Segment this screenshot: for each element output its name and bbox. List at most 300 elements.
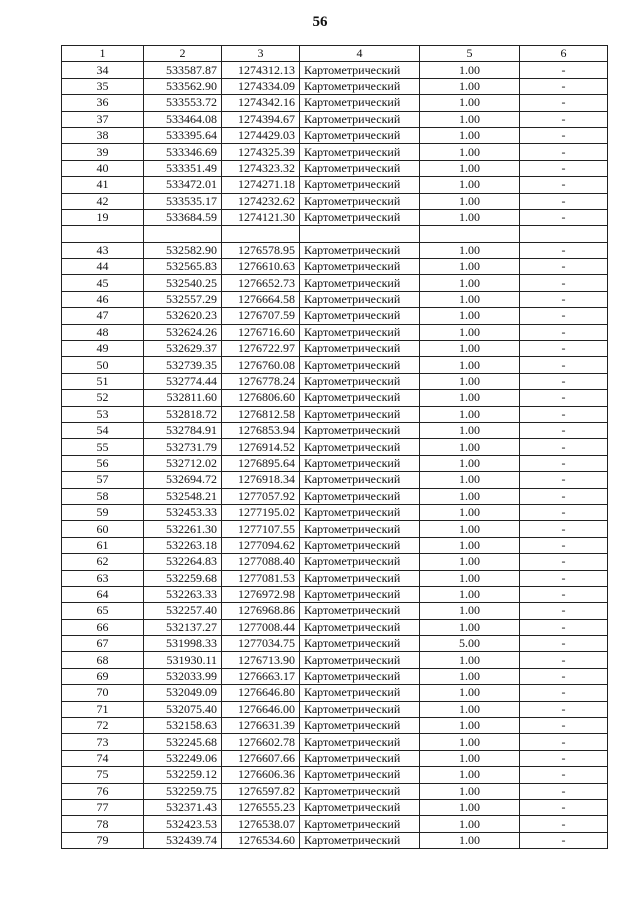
method-cell: Картометрический (300, 554, 420, 570)
y-coordinate-cell: 1274323.32 (222, 160, 300, 176)
table-header (62, 46, 608, 62)
note-cell: - (520, 488, 608, 504)
y-coordinate-cell: 1276707.59 (222, 308, 300, 324)
table-row (62, 734, 608, 750)
accuracy-cell: 1.00 (420, 78, 520, 94)
y-coordinate-cell: 1277081.53 (222, 570, 300, 586)
table-row (62, 603, 608, 619)
point-number-cell: 45 (62, 275, 144, 291)
table-row (62, 373, 608, 389)
accuracy-cell: 1.00 (420, 160, 520, 176)
table-row (62, 636, 608, 652)
point-number-cell: 37 (62, 111, 144, 127)
x-coordinate-cell: 532263.18 (144, 537, 222, 553)
y-coordinate-cell: 1274232.62 (222, 193, 300, 209)
accuracy-cell: 1.00 (420, 455, 520, 471)
accuracy-cell: 1.00 (420, 62, 520, 78)
accuracy-cell: 1.00 (420, 701, 520, 717)
accuracy-cell: 1.00 (420, 439, 520, 455)
method-cell: Картометрический (300, 472, 420, 488)
point-number-cell: 55 (62, 439, 144, 455)
table-row (62, 209, 608, 225)
table-row (62, 193, 608, 209)
note-cell (520, 226, 608, 242)
point-number-cell: 75 (62, 767, 144, 783)
method-cell: Картометрический (300, 390, 420, 406)
method-cell: Картометрический (300, 799, 420, 815)
method-cell: Картометрический (300, 160, 420, 176)
x-coordinate-cell: 532257.40 (144, 603, 222, 619)
note-cell: - (520, 291, 608, 307)
x-coordinate-cell: 532629.37 (144, 341, 222, 357)
y-coordinate-cell: 1276760.08 (222, 357, 300, 373)
y-coordinate-cell: 1277094.62 (222, 537, 300, 553)
table-row (62, 537, 608, 553)
note-cell: - (520, 767, 608, 783)
accuracy-cell: 1.00 (420, 685, 520, 701)
method-cell: Картометрический (300, 816, 420, 832)
note-cell: - (520, 324, 608, 340)
point-number-cell: 68 (62, 652, 144, 668)
point-number-cell: 71 (62, 701, 144, 717)
note-cell: - (520, 750, 608, 766)
x-coordinate-cell: 531998.33 (144, 636, 222, 652)
table-row (62, 799, 608, 815)
table-row (62, 554, 608, 570)
accuracy-cell: 1.00 (420, 324, 520, 340)
method-cell: Картометрический (300, 78, 420, 94)
point-number-cell: 79 (62, 832, 144, 848)
y-coordinate-cell: 1276555.23 (222, 799, 300, 815)
x-coordinate-cell: 533351.49 (144, 160, 222, 176)
note-cell: - (520, 78, 608, 94)
note-cell: - (520, 603, 608, 619)
accuracy-cell: 1.00 (420, 734, 520, 750)
y-coordinate-cell: 1276914.52 (222, 439, 300, 455)
y-coordinate-cell: 1276646.00 (222, 701, 300, 717)
method-cell: Картометрический (300, 504, 420, 520)
x-coordinate-cell: 532582.90 (144, 242, 222, 258)
y-coordinate-cell: 1276918.34 (222, 472, 300, 488)
point-number-cell: 35 (62, 78, 144, 94)
note-cell: - (520, 390, 608, 406)
note-cell: - (520, 259, 608, 275)
point-number-cell: 44 (62, 259, 144, 275)
method-cell: Картометрический (300, 652, 420, 668)
x-coordinate-cell: 532540.25 (144, 275, 222, 291)
accuracy-cell (420, 226, 520, 242)
method-cell: Картометрический (300, 603, 420, 619)
note-cell: - (520, 685, 608, 701)
y-coordinate-cell: 1276606.36 (222, 767, 300, 783)
point-number-cell: 43 (62, 242, 144, 258)
method-cell: Картометрический (300, 521, 420, 537)
method-cell: Картометрический (300, 373, 420, 389)
note-cell: - (520, 209, 608, 225)
x-coordinate-cell: 532137.27 (144, 619, 222, 635)
point-number-cell: 74 (62, 750, 144, 766)
point-number-cell: 41 (62, 177, 144, 193)
y-coordinate-cell: 1276968.86 (222, 603, 300, 619)
accuracy-cell: 1.00 (420, 504, 520, 520)
x-coordinate-cell: 532049.09 (144, 685, 222, 701)
note-cell: - (520, 668, 608, 684)
table-row (62, 767, 608, 783)
table-row (62, 521, 608, 537)
note-cell: - (520, 652, 608, 668)
point-number-cell: 56 (62, 455, 144, 471)
x-coordinate-cell: 532453.33 (144, 504, 222, 520)
point-number-cell: 59 (62, 504, 144, 520)
table-row (62, 439, 608, 455)
accuracy-cell: 1.00 (420, 488, 520, 504)
point-number-cell: 52 (62, 390, 144, 406)
y-coordinate-cell: 1274271.18 (222, 177, 300, 193)
y-coordinate-cell: 1276663.17 (222, 668, 300, 684)
point-number-cell: 46 (62, 291, 144, 307)
x-coordinate-cell: 532439.74 (144, 832, 222, 848)
x-coordinate-cell: 532423.53 (144, 816, 222, 832)
page-number: 56 (312, 14, 328, 30)
table-row (62, 619, 608, 635)
point-number-cell: 58 (62, 488, 144, 504)
method-cell: Картометрический (300, 291, 420, 307)
point-number-cell: 42 (62, 193, 144, 209)
x-coordinate-cell: 533464.08 (144, 111, 222, 127)
table-row (62, 406, 608, 422)
x-coordinate-cell: 532259.12 (144, 767, 222, 783)
method-cell: Картометрический (300, 718, 420, 734)
accuracy-cell: 1.00 (420, 95, 520, 111)
point-number-cell: 36 (62, 95, 144, 111)
x-coordinate-cell: 532158.63 (144, 718, 222, 734)
note-cell: - (520, 701, 608, 717)
note-cell: - (520, 619, 608, 635)
y-coordinate-cell: 1276597.82 (222, 783, 300, 799)
note-cell: - (520, 242, 608, 258)
x-coordinate-cell: 533562.90 (144, 78, 222, 94)
point-number-cell: 60 (62, 521, 144, 537)
point-number-cell: 54 (62, 422, 144, 438)
table-row (62, 177, 608, 193)
note-cell: - (520, 341, 608, 357)
point-number-cell: 76 (62, 783, 144, 799)
method-cell: Картометрический (300, 177, 420, 193)
table-row (62, 357, 608, 373)
header-row (62, 46, 608, 62)
y-coordinate-cell: 1276778.24 (222, 373, 300, 389)
note-cell: - (520, 799, 608, 815)
point-number-cell: 48 (62, 324, 144, 340)
table-row (62, 127, 608, 143)
header-cell-1: 1 (62, 46, 144, 62)
point-number-cell: 51 (62, 373, 144, 389)
accuracy-cell: 1.00 (420, 832, 520, 848)
method-cell: Картометрический (300, 144, 420, 160)
y-coordinate-cell: 1277034.75 (222, 636, 300, 652)
note-cell: - (520, 308, 608, 324)
table-row (62, 701, 608, 717)
accuracy-cell: 1.00 (420, 357, 520, 373)
method-cell: Картометрический (300, 832, 420, 848)
x-coordinate-cell: 532818.72 (144, 406, 222, 422)
table-row (62, 685, 608, 701)
x-coordinate-cell: 532249.06 (144, 750, 222, 766)
point-number-cell: 69 (62, 668, 144, 684)
table-row (62, 144, 608, 160)
header-cell-5: 5 (420, 46, 520, 62)
accuracy-cell: 1.00 (420, 799, 520, 815)
table-body (62, 62, 608, 849)
y-coordinate-cell: 1274394.67 (222, 111, 300, 127)
x-coordinate-cell: 532263.33 (144, 586, 222, 602)
header-cell-4: 4 (300, 46, 420, 62)
note-cell: - (520, 177, 608, 193)
accuracy-cell: 1.00 (420, 554, 520, 570)
x-coordinate-cell: 533472.01 (144, 177, 222, 193)
point-number-cell: 72 (62, 718, 144, 734)
note-cell: - (520, 127, 608, 143)
note-cell: - (520, 357, 608, 373)
x-coordinate-cell: 532694.72 (144, 472, 222, 488)
point-number-cell (62, 226, 144, 242)
note-cell: - (520, 62, 608, 78)
table-row (62, 488, 608, 504)
y-coordinate-cell: 1276972.98 (222, 586, 300, 602)
point-number-cell: 49 (62, 341, 144, 357)
method-cell: Картометрический (300, 701, 420, 717)
note-cell: - (520, 554, 608, 570)
table-row (62, 324, 608, 340)
y-coordinate-cell: 1276722.97 (222, 341, 300, 357)
method-cell: Картометрический (300, 406, 420, 422)
note-cell: - (520, 373, 608, 389)
y-coordinate-cell: 1274429.03 (222, 127, 300, 143)
method-cell: Картометрический (300, 341, 420, 357)
point-number-cell: 61 (62, 537, 144, 553)
method-cell: Картометрический (300, 308, 420, 324)
x-coordinate-cell: 532264.83 (144, 554, 222, 570)
x-coordinate-cell: 532033.99 (144, 668, 222, 684)
y-coordinate-cell: 1277008.44 (222, 619, 300, 635)
table-row (62, 586, 608, 602)
table-row (62, 308, 608, 324)
y-coordinate-cell: 1276602.78 (222, 734, 300, 750)
y-coordinate-cell: 1274312.13 (222, 62, 300, 78)
note-cell: - (520, 816, 608, 832)
y-coordinate-cell: 1276895.64 (222, 455, 300, 471)
method-cell: Картометрический (300, 636, 420, 652)
x-coordinate-cell: 533684.59 (144, 209, 222, 225)
header-cell-6: 6 (520, 46, 608, 62)
accuracy-cell: 1.00 (420, 406, 520, 422)
note-cell: - (520, 718, 608, 734)
table-row (62, 422, 608, 438)
accuracy-cell: 1.00 (420, 373, 520, 389)
point-number-cell: 38 (62, 127, 144, 143)
note-cell: - (520, 537, 608, 553)
accuracy-cell: 1.00 (420, 177, 520, 193)
note-cell: - (520, 636, 608, 652)
table-row (62, 832, 608, 848)
table-row (62, 62, 608, 78)
note-cell: - (520, 439, 608, 455)
point-number-cell: 39 (62, 144, 144, 160)
note-cell: - (520, 504, 608, 520)
y-coordinate-cell: 1276652.73 (222, 275, 300, 291)
method-cell: Картометрический (300, 62, 420, 78)
method-cell: Картометрический (300, 570, 420, 586)
x-coordinate-cell: 532261.30 (144, 521, 222, 537)
point-number-cell: 66 (62, 619, 144, 635)
y-coordinate-cell: 1276806.60 (222, 390, 300, 406)
point-number-cell: 64 (62, 586, 144, 602)
table-row (62, 718, 608, 734)
x-coordinate-cell: 533535.17 (144, 193, 222, 209)
point-number-cell: 63 (62, 570, 144, 586)
method-cell: Картометрический (300, 619, 420, 635)
point-number-cell: 47 (62, 308, 144, 324)
x-coordinate-cell: 533395.64 (144, 127, 222, 143)
table-row (62, 275, 608, 291)
x-coordinate-cell: 533553.72 (144, 95, 222, 111)
method-cell: Картометрический (300, 439, 420, 455)
method-cell: Картометрический (300, 324, 420, 340)
accuracy-cell: 1.00 (420, 111, 520, 127)
point-number-cell: 40 (62, 160, 144, 176)
table-row (62, 291, 608, 307)
method-cell: Картометрический (300, 537, 420, 553)
point-number-cell: 65 (62, 603, 144, 619)
accuracy-cell: 1.00 (420, 291, 520, 307)
point-number-cell: 78 (62, 816, 144, 832)
coordinates-table (61, 45, 608, 849)
note-cell: - (520, 783, 608, 799)
point-number-cell: 50 (62, 357, 144, 373)
point-number-cell: 19 (62, 209, 144, 225)
y-coordinate-cell: 1276646.80 (222, 685, 300, 701)
accuracy-cell: 1.00 (420, 619, 520, 635)
accuracy-cell: 1.00 (420, 652, 520, 668)
y-coordinate-cell: 1277088.40 (222, 554, 300, 570)
accuracy-cell: 1.00 (420, 144, 520, 160)
x-coordinate-cell: 531930.11 (144, 652, 222, 668)
y-coordinate-cell: 1276538.07 (222, 816, 300, 832)
note-cell: - (520, 586, 608, 602)
table-row (62, 504, 608, 520)
x-coordinate-cell: 532784.91 (144, 422, 222, 438)
accuracy-cell: 1.00 (420, 127, 520, 143)
x-coordinate-cell: 532259.75 (144, 783, 222, 799)
note-cell: - (520, 832, 608, 848)
y-coordinate-cell: 1276534.60 (222, 832, 300, 848)
method-cell: Картометрический (300, 750, 420, 766)
table-row (62, 472, 608, 488)
method-cell: Картометрический (300, 783, 420, 799)
table-row (62, 455, 608, 471)
x-coordinate-cell: 532371.43 (144, 799, 222, 815)
header-cell-3: 3 (222, 46, 300, 62)
table-row (62, 816, 608, 832)
accuracy-cell: 1.00 (420, 472, 520, 488)
table-row (62, 652, 608, 668)
note-cell: - (520, 422, 608, 438)
accuracy-cell: 1.00 (420, 767, 520, 783)
method-cell: Картометрический (300, 668, 420, 684)
note-cell: - (520, 111, 608, 127)
x-coordinate-cell: 532245.68 (144, 734, 222, 750)
table-row (62, 783, 608, 799)
method-cell: Картометрический (300, 209, 420, 225)
point-number-cell: 62 (62, 554, 144, 570)
note-cell: - (520, 144, 608, 160)
method-cell: Картометрический (300, 734, 420, 750)
accuracy-cell: 1.00 (420, 783, 520, 799)
table-row (62, 242, 608, 258)
accuracy-cell: 1.00 (420, 308, 520, 324)
accuracy-cell: 1.00 (420, 603, 520, 619)
y-coordinate-cell: 1274121.30 (222, 209, 300, 225)
y-coordinate-cell: 1274325.39 (222, 144, 300, 160)
x-coordinate-cell: 532259.68 (144, 570, 222, 586)
table-row (62, 95, 608, 111)
method-cell: Картометрический (300, 357, 420, 373)
accuracy-cell: 1.00 (420, 275, 520, 291)
y-coordinate-cell: 1276607.66 (222, 750, 300, 766)
point-number-cell: 53 (62, 406, 144, 422)
y-coordinate-cell: 1274342.16 (222, 95, 300, 111)
x-coordinate-cell (144, 226, 222, 242)
note-cell: - (520, 734, 608, 750)
header-cell-2: 2 (144, 46, 222, 62)
note-cell: - (520, 472, 608, 488)
note-cell: - (520, 160, 608, 176)
method-cell: Картометрический (300, 111, 420, 127)
accuracy-cell: 1.00 (420, 209, 520, 225)
method-cell: Картометрический (300, 275, 420, 291)
point-number-cell: 34 (62, 62, 144, 78)
x-coordinate-cell: 532075.40 (144, 701, 222, 717)
method-cell: Картометрический (300, 767, 420, 783)
table-row (62, 259, 608, 275)
accuracy-cell: 1.00 (420, 668, 520, 684)
method-cell: Картометрический (300, 422, 420, 438)
accuracy-cell: 1.00 (420, 259, 520, 275)
x-coordinate-cell: 532620.23 (144, 308, 222, 324)
table-row (62, 111, 608, 127)
y-coordinate-cell: 1276716.60 (222, 324, 300, 340)
y-coordinate-cell: 1276610.63 (222, 259, 300, 275)
point-number-cell: 77 (62, 799, 144, 815)
note-cell: - (520, 455, 608, 471)
note-cell: - (520, 406, 608, 422)
table-row (62, 226, 608, 242)
x-coordinate-cell: 532557.29 (144, 291, 222, 307)
accuracy-cell: 5.00 (420, 636, 520, 652)
x-coordinate-cell: 532811.60 (144, 390, 222, 406)
accuracy-cell: 1.00 (420, 750, 520, 766)
y-coordinate-cell: 1276664.58 (222, 291, 300, 307)
note-cell: - (520, 275, 608, 291)
method-cell: Картометрический (300, 242, 420, 258)
y-coordinate-cell: 1274334.09 (222, 78, 300, 94)
x-coordinate-cell: 533587.87 (144, 62, 222, 78)
x-coordinate-cell: 532739.35 (144, 357, 222, 373)
point-number-cell: 70 (62, 685, 144, 701)
y-coordinate-cell: 1276853.94 (222, 422, 300, 438)
x-coordinate-cell: 532624.26 (144, 324, 222, 340)
x-coordinate-cell: 532565.83 (144, 259, 222, 275)
